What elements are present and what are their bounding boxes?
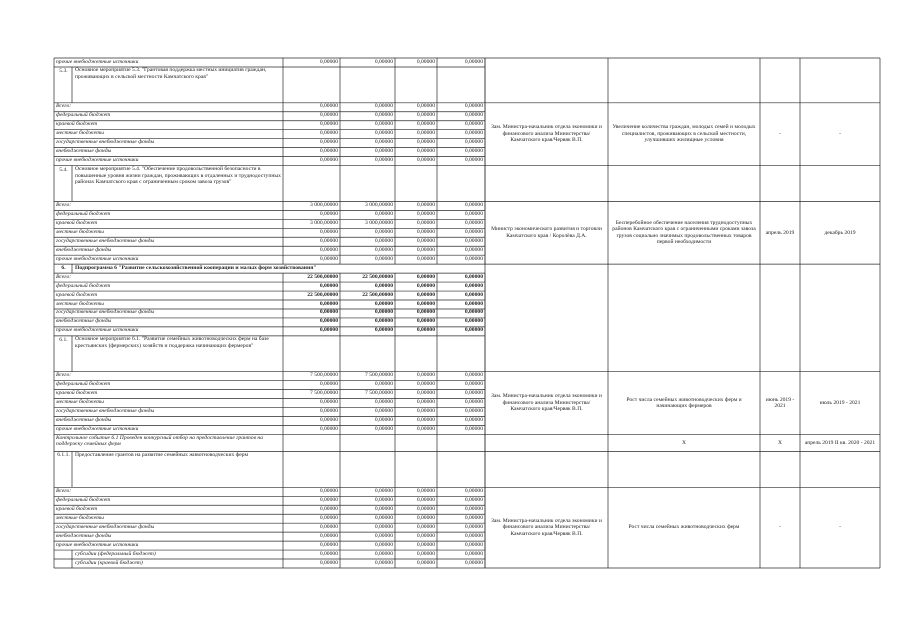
row-label: Всего: xyxy=(56,273,72,280)
value-cell: 0,00000 xyxy=(464,372,483,379)
value-cell: 0,00000 xyxy=(464,103,483,110)
value-cell: 0,00000 xyxy=(416,496,435,503)
value-cell: 0,00000 xyxy=(464,58,483,65)
row-number: 6. xyxy=(61,265,66,272)
row-label: Контрольное событие 6.1 Проведен конкурсный отбор на предоставление грантов на поддержку семейных ферм xyxy=(56,434,263,448)
value-cell: 0,00000 xyxy=(319,425,338,432)
value-cell: 0,00000 xyxy=(319,487,338,494)
value-cell: 0,00000 xyxy=(464,505,483,512)
row-label: государственные внебюджетные фонды xyxy=(56,309,155,316)
value-cell: 0,00000 xyxy=(416,112,435,119)
value-cell: 0,00000 xyxy=(319,103,338,110)
row-number: 6.1. xyxy=(59,336,68,343)
row-label: краевой бюджет xyxy=(56,390,98,397)
row-label: федеральный бюджет xyxy=(56,282,111,289)
value-cell: 0,00000 xyxy=(416,505,435,512)
value-cell: 0,00000 xyxy=(464,532,483,539)
value-cell: 0,00000 xyxy=(374,112,393,119)
value-cell: 0,00000 xyxy=(416,139,435,146)
start-date: - xyxy=(779,524,781,531)
row-label: субсидии (федеральный бюджет) xyxy=(75,550,156,557)
value-cell: 22 500,00000 xyxy=(362,291,393,298)
value-cell: 0,00000 xyxy=(416,210,435,217)
start-date: Х xyxy=(777,439,783,446)
value-cell: 0,00000 xyxy=(416,309,435,316)
value-cell: 0,00000 xyxy=(464,157,483,164)
value-cell: 7 500,00000 xyxy=(365,372,393,379)
value-cell: 0,00000 xyxy=(416,255,435,262)
row-label: местные бюджеты xyxy=(56,130,104,137)
value-cell: 0,00000 xyxy=(464,282,483,289)
value-cell: 0,00000 xyxy=(464,228,483,235)
value-cell: 0,00000 xyxy=(464,201,483,208)
value-cell: 0,00000 xyxy=(464,139,483,146)
value-cell: 7 500,00000 xyxy=(365,390,393,397)
row-label: субсидии (краевой бюджет) xyxy=(75,559,143,566)
end-date: июль 2019 - 2021 xyxy=(819,399,861,406)
value-cell: 0,00000 xyxy=(319,417,338,424)
value-cell: 0,00000 xyxy=(416,514,435,521)
value-cell: 0,00000 xyxy=(464,210,483,217)
value-cell: 0,00000 xyxy=(374,300,393,307)
value-cell: 0,00000 xyxy=(374,559,393,566)
value-cell: 22 500,00000 xyxy=(307,273,338,280)
row-label: местные бюджеты xyxy=(56,228,104,235)
value-cell: 0,00000 xyxy=(416,300,435,307)
value-cell: 0,00000 xyxy=(319,148,338,155)
value-cell: 0,00000 xyxy=(464,246,483,253)
value-cell: 0,00000 xyxy=(319,496,338,503)
row-label: местные бюджеты xyxy=(56,399,104,406)
start-date: - xyxy=(779,130,781,137)
row-label: Всего: xyxy=(56,201,72,208)
value-cell: 0,00000 xyxy=(416,121,435,128)
value-cell: 0,00000 xyxy=(319,408,338,415)
value-cell: 0,00000 xyxy=(416,559,435,566)
value-cell: 0,00000 xyxy=(416,157,435,164)
value-cell: 0,00000 xyxy=(319,532,338,539)
value-cell: 0,00000 xyxy=(374,417,393,424)
value-cell: 0,00000 xyxy=(319,130,338,137)
value-cell: 0,00000 xyxy=(374,130,393,137)
responsible-executor: Зам. Министра-начальник отдела экономики и финансового анализа Министерства/Камчатского края/Червяк В.П. xyxy=(491,517,602,537)
value-cell: 0,00000 xyxy=(319,58,338,65)
value-cell: 0,00000 xyxy=(464,408,483,415)
value-cell: 0,00000 xyxy=(374,139,393,146)
value-cell: 0,00000 xyxy=(416,246,435,253)
responsible-executor: Зам. Министра-начальник отдела экономики и финансового анализа Министерства/Камчатского края/Червяк В.П. xyxy=(491,393,602,413)
value-cell: 0,00000 xyxy=(464,425,483,432)
value-cell: 0,00000 xyxy=(416,273,435,280)
value-cell: 0,00000 xyxy=(319,139,338,146)
value-cell: 0,00000 xyxy=(416,487,435,494)
value-cell: 0,00000 xyxy=(416,425,435,432)
row-number: 5.4. xyxy=(59,166,68,173)
row-label: государственные внебюджетные фонды xyxy=(56,408,155,415)
value-cell: 0,00000 xyxy=(464,130,483,137)
responsible-executor xyxy=(488,434,605,451)
value-cell: 0,00000 xyxy=(374,327,393,334)
row-label: федеральный бюджет xyxy=(56,112,111,119)
value-cell: 0,00000 xyxy=(416,282,435,289)
value-cell: 0,00000 xyxy=(416,291,435,298)
value-cell: 0,00000 xyxy=(319,246,338,253)
value-cell: 0,00000 xyxy=(319,523,338,530)
expected-result: Х xyxy=(681,439,687,446)
row-label: Основное мероприятие 6.1. "Развитие семейных животноводческих ферм на базе крестьянских (фермерских) хозяйств и поддержка начинающих фермеров" xyxy=(75,336,269,349)
row-label: Основное мероприятие 5.3. "Грантовая поддержка местных инициатив граждан, проживающих в сельской местности Камчатского края" xyxy=(75,67,267,80)
value-cell: 0,00000 xyxy=(416,408,435,415)
value-cell: 0,00000 xyxy=(374,496,393,503)
value-cell: 0,00000 xyxy=(319,381,338,388)
value-cell: 0,00000 xyxy=(319,210,338,217)
value-cell: 0,00000 xyxy=(416,103,435,110)
value-cell: 0,00000 xyxy=(319,309,338,316)
end-date: апрель 2019 II кв. 2020 - 2021 xyxy=(804,439,876,446)
value-cell: 3 000,00000 xyxy=(365,201,393,208)
value-cell: 0,00000 xyxy=(374,318,393,325)
value-cell: 0,00000 xyxy=(416,219,435,226)
value-cell: 0,00000 xyxy=(464,237,483,244)
value-cell: 0,00000 xyxy=(464,121,483,128)
value-cell: 0,00000 xyxy=(319,399,338,406)
value-cell: 0,00000 xyxy=(374,255,393,262)
row-label: краевой бюджет xyxy=(56,219,98,226)
value-cell: 0,00000 xyxy=(374,381,393,388)
row-label: государственные внебюджетные фонды xyxy=(56,523,155,530)
end-date: - xyxy=(839,130,841,137)
start-date: июнь 2019 - 2021 xyxy=(765,396,795,410)
value-cell: 0,00000 xyxy=(464,318,483,325)
row-label: внебюджетные фонды xyxy=(56,417,112,424)
value-cell: 7 500,00000 xyxy=(310,390,338,397)
value-cell: 0,00000 xyxy=(416,532,435,539)
value-cell: 0,00000 xyxy=(374,148,393,155)
value-cell: 0,00000 xyxy=(374,532,393,539)
value-cell: 0,00000 xyxy=(319,327,338,334)
value-cell: 0,00000 xyxy=(319,300,338,307)
row-number: 5.3. xyxy=(59,67,68,74)
row-label: прочие внебюджетные источники xyxy=(56,327,139,334)
row-label: внебюджетные фонды xyxy=(56,246,112,253)
expected-result: Бесперебойное обеспечение населения труднодоступных районов Камчатского края с ограниченными сроками завоза грузов социально значимых продовольственных товаров первой необходимости xyxy=(612,219,756,246)
value-cell: 0,00000 xyxy=(416,237,435,244)
value-cell: 0,00000 xyxy=(319,228,338,235)
value-cell: 0,00000 xyxy=(319,541,338,548)
value-cell: 22 500,00000 xyxy=(307,291,338,298)
row-label: государственные внебюджетные фонды xyxy=(56,237,155,244)
value-cell: 0,00000 xyxy=(374,121,393,128)
value-cell: 0,00000 xyxy=(464,523,483,530)
value-cell: 0,00000 xyxy=(464,559,483,566)
value-cell: 0,00000 xyxy=(374,246,393,253)
row-label: Основное мероприятие 5.4. "Обеспечение продовольственной безопасности в повышенные уровня жизни граждан, проживающих в отдаленных и труднодоступных районах Камчатского края с ограниченным сроком завоза грузов" xyxy=(75,166,281,186)
value-cell: 0,00000 xyxy=(374,408,393,415)
value-cell: 0,00000 xyxy=(374,523,393,530)
value-cell: 0,00000 xyxy=(416,58,435,65)
value-cell: 0,00000 xyxy=(416,318,435,325)
value-cell: 0,00000 xyxy=(464,541,483,548)
value-cell: 0,00000 xyxy=(319,157,338,164)
value-cell: 0,00000 xyxy=(374,103,393,110)
value-cell: 0,00000 xyxy=(416,541,435,548)
value-cell: 0,00000 xyxy=(464,255,483,262)
value-cell: 0,00000 xyxy=(374,237,393,244)
value-cell: 0,00000 xyxy=(416,550,435,557)
value-cell: 7 500,00000 xyxy=(310,372,338,379)
value-cell: 0,00000 xyxy=(464,273,483,280)
value-cell: 0,00000 xyxy=(416,130,435,137)
value-cell: 0,00000 xyxy=(416,390,435,397)
value-cell: 0,00000 xyxy=(374,505,393,512)
subprogram-title: Подпрограмма 6 "Развитие сельскохозяйственной кооперации и малых форм хозяйствования" xyxy=(75,264,317,271)
row-label: Всего: xyxy=(56,372,72,379)
value-cell: 0,00000 xyxy=(319,282,338,289)
value-cell: 0,00000 xyxy=(416,228,435,235)
value-cell: 0,00000 xyxy=(319,318,338,325)
row-label: Всего: xyxy=(56,103,72,110)
value-cell: 0,00000 xyxy=(319,112,338,119)
value-cell: 0,00000 xyxy=(374,514,393,521)
row-label: краевой бюджет xyxy=(56,291,98,298)
value-cell: 0,00000 xyxy=(464,514,483,521)
value-cell: 0,00000 xyxy=(319,505,338,512)
value-cell: 0,00000 xyxy=(464,300,483,307)
row-label: федеральный бюджет xyxy=(56,496,111,503)
value-cell: 0,00000 xyxy=(319,255,338,262)
value-cell: 0,00000 xyxy=(374,228,393,235)
end-date: - xyxy=(839,524,841,531)
value-cell: 0,00000 xyxy=(374,157,393,164)
value-cell: 0,00000 xyxy=(464,550,483,557)
value-cell: 0,00000 xyxy=(374,282,393,289)
value-cell: 0,00000 xyxy=(374,550,393,557)
start-date: апрель 2019 xyxy=(765,229,795,236)
value-cell: 0,00000 xyxy=(416,523,435,530)
value-cell: 0,00000 xyxy=(416,372,435,379)
value-cell: 0,00000 xyxy=(464,309,483,316)
value-cell: 3 000,00000 xyxy=(310,219,338,226)
value-cell: 0,00000 xyxy=(464,496,483,503)
expected-result: Рост числа семейных животноводческих ферм и начинающих фермеров xyxy=(626,396,742,410)
value-cell: 0,00000 xyxy=(319,237,338,244)
row-label: внебюджетные фонды xyxy=(56,318,112,325)
end-date: декабрь 2019 xyxy=(824,229,856,236)
row-label: прочие внебюджетные источники xyxy=(56,255,139,262)
row-label: Предоставление грантов на развитие семейных животноводческих ферм xyxy=(75,451,248,458)
value-cell: 0,00000 xyxy=(416,381,435,388)
responsible-executor: Зам. Министра-начальник отдела экономики и финансового анализа Министерства/Камчатского края/Червяк В.П. xyxy=(491,124,602,144)
value-cell: 0,00000 xyxy=(464,112,483,119)
row-label: внебюджетные фонды xyxy=(56,148,112,155)
value-cell: 0,00000 xyxy=(416,201,435,208)
value-cell: 0,00000 xyxy=(319,550,338,557)
row-label: Всего: xyxy=(56,487,72,494)
responsible-executor: Министр экономического развития и торговли Камчатского края / Королёва Д.А. xyxy=(491,226,602,239)
row-label: федеральный бюджет xyxy=(56,210,111,217)
row-label: местные бюджеты xyxy=(56,300,104,307)
value-cell: 0,00000 xyxy=(464,148,483,155)
value-cell: 0,00000 xyxy=(374,487,393,494)
value-cell: 0,00000 xyxy=(464,381,483,388)
row-label: государственные внебюджетные фонды xyxy=(56,139,155,146)
value-cell: 0,00000 xyxy=(464,399,483,406)
value-cell: 0,00000 xyxy=(374,309,393,316)
row-label: краевой бюджет xyxy=(56,505,98,512)
value-cell: 0,00000 xyxy=(374,541,393,548)
value-cell: 0,00000 xyxy=(464,487,483,494)
value-cell: 0,00000 xyxy=(416,417,435,424)
row-label: прочие внебюджетные источники xyxy=(56,157,139,164)
value-cell: 0,00000 xyxy=(416,148,435,155)
value-cell: 3 000,00000 xyxy=(310,201,338,208)
row-label: внебюджетные фонды xyxy=(56,532,112,539)
expected-result: Рост числа семейных животноводческих ферм xyxy=(628,524,740,531)
row-label: прочие внебюджетные источники xyxy=(56,58,139,65)
value-cell: 0,00000 xyxy=(319,121,338,128)
expected-result: Увеличение количества граждан, молодых семей и молодых специалистов, проживающих в сельской местности, улучшивших жилищные условия xyxy=(612,124,756,144)
value-cell: 22 500,00000 xyxy=(362,273,393,280)
value-cell: 0,00000 xyxy=(319,559,338,566)
row-label: местные бюджеты xyxy=(56,514,104,521)
value-cell: 0,00000 xyxy=(464,417,483,424)
value-cell: 0,00000 xyxy=(374,425,393,432)
row-label: прочие внебюджетные источники xyxy=(56,425,139,432)
row-number: 6.1.1. xyxy=(57,452,70,459)
value-cell: 0,00000 xyxy=(464,291,483,298)
row-label: федеральный бюджет xyxy=(56,381,111,388)
row-label: прочие внебюджетные источники xyxy=(56,541,139,548)
row-label: краевой бюджет xyxy=(56,121,98,128)
value-cell: 0,00000 xyxy=(464,327,483,334)
value-cell: 0,00000 xyxy=(416,327,435,334)
value-cell: 0,00000 xyxy=(319,514,338,521)
value-cell: 3 000,00000 xyxy=(365,219,393,226)
value-cell: 0,00000 xyxy=(464,219,483,226)
value-cell: 0,00000 xyxy=(374,399,393,406)
value-cell: 0,00000 xyxy=(464,390,483,397)
value-cell: 0,00000 xyxy=(374,58,393,65)
value-cell: 0,00000 xyxy=(416,399,435,406)
value-cell: 0,00000 xyxy=(374,210,393,217)
